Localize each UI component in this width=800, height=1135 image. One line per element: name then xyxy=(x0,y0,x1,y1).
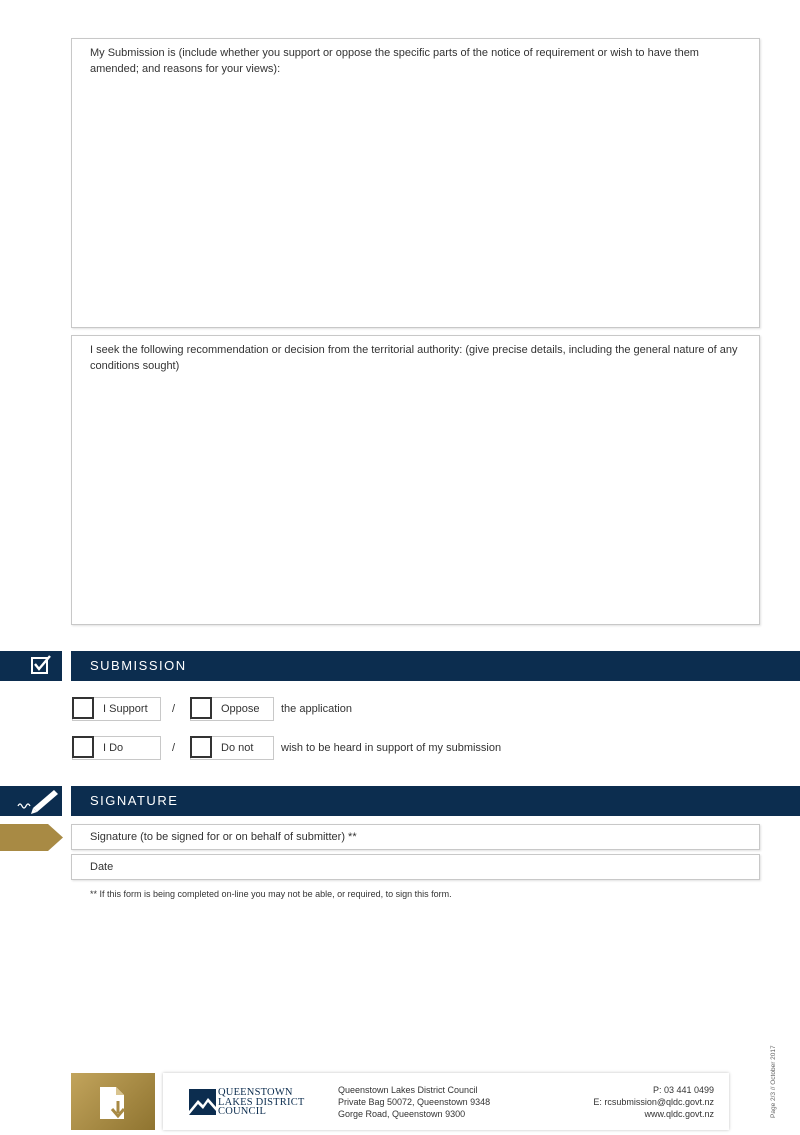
signature-section-title: SIGNATURE xyxy=(71,786,800,816)
do-label: I Do xyxy=(103,742,124,754)
download-button[interactable] xyxy=(71,1073,155,1130)
council-logo-text: QUEENSTOWN LAKES DISTRICT COUNCIL xyxy=(218,1087,305,1117)
email-address[interactable]: E: rcsubmission@qldc.govt.nz xyxy=(593,1097,714,1107)
recommendation-textarea[interactable] xyxy=(71,335,760,625)
signature-field[interactable] xyxy=(71,824,760,850)
submission-textarea[interactable] xyxy=(71,38,760,328)
website-link[interactable]: www.qldc.govt.nz xyxy=(644,1109,714,1119)
do-checkbox[interactable] xyxy=(72,736,94,758)
submission-section-title: SUBMISSION xyxy=(71,651,800,681)
do-not-option[interactable] xyxy=(190,736,274,760)
do-not-checkbox[interactable] xyxy=(190,736,212,758)
signature-section-header xyxy=(0,786,800,816)
option-separator: / xyxy=(172,703,176,715)
recommendation-label: I seek the following recommendation or decision from the territorial authority: (give precise details, including the general nature of any conditions sought) xyxy=(90,344,738,372)
pen-signature-icon xyxy=(0,786,62,816)
do-not-label: Do not xyxy=(221,742,254,754)
submission-label: My Submission is (include whether you support or oppose the specific parts of the notice of requirement or wish to have them amended; and reasons for your views): xyxy=(90,47,699,75)
support-checkbox[interactable] xyxy=(72,697,94,719)
mountain-logo-icon xyxy=(189,1089,216,1115)
submission-section-header xyxy=(0,651,800,681)
support-option[interactable] xyxy=(72,697,161,721)
page-number-note: Page 2/3 // October 2017 xyxy=(770,1045,777,1118)
signature-footnote: ** If this form is being completed on-line you may not be able, or required, to sign this form. xyxy=(90,889,452,899)
date-field[interactable] xyxy=(71,854,760,880)
council-contact xyxy=(593,1084,714,1120)
signature-label: Signature (to be signed for or on behalf of submitter) ** xyxy=(90,831,357,843)
council-address: Queenstown Lakes District Council Private Bag 50072, Queenstown 9348 Gorge Road, Queenstown 9300 xyxy=(338,1085,491,1119)
checkbox-tick-icon xyxy=(0,651,62,681)
support-label: I Support xyxy=(103,703,148,715)
option-separator: / xyxy=(172,742,176,754)
oppose-label: Oppose xyxy=(221,703,260,715)
oppose-checkbox[interactable] xyxy=(190,697,212,719)
phone-number: P: 03 441 0499 xyxy=(652,1085,714,1095)
document-download-icon xyxy=(71,1073,155,1130)
footer-panel xyxy=(163,1073,729,1130)
oppose-option[interactable] xyxy=(190,697,274,721)
application-text: the application xyxy=(281,703,352,715)
gold-arrow-icon xyxy=(0,824,64,851)
heard-text: wish to be heard in support of my submission xyxy=(281,742,502,754)
do-option[interactable] xyxy=(72,736,161,760)
date-label: Date xyxy=(90,861,114,873)
